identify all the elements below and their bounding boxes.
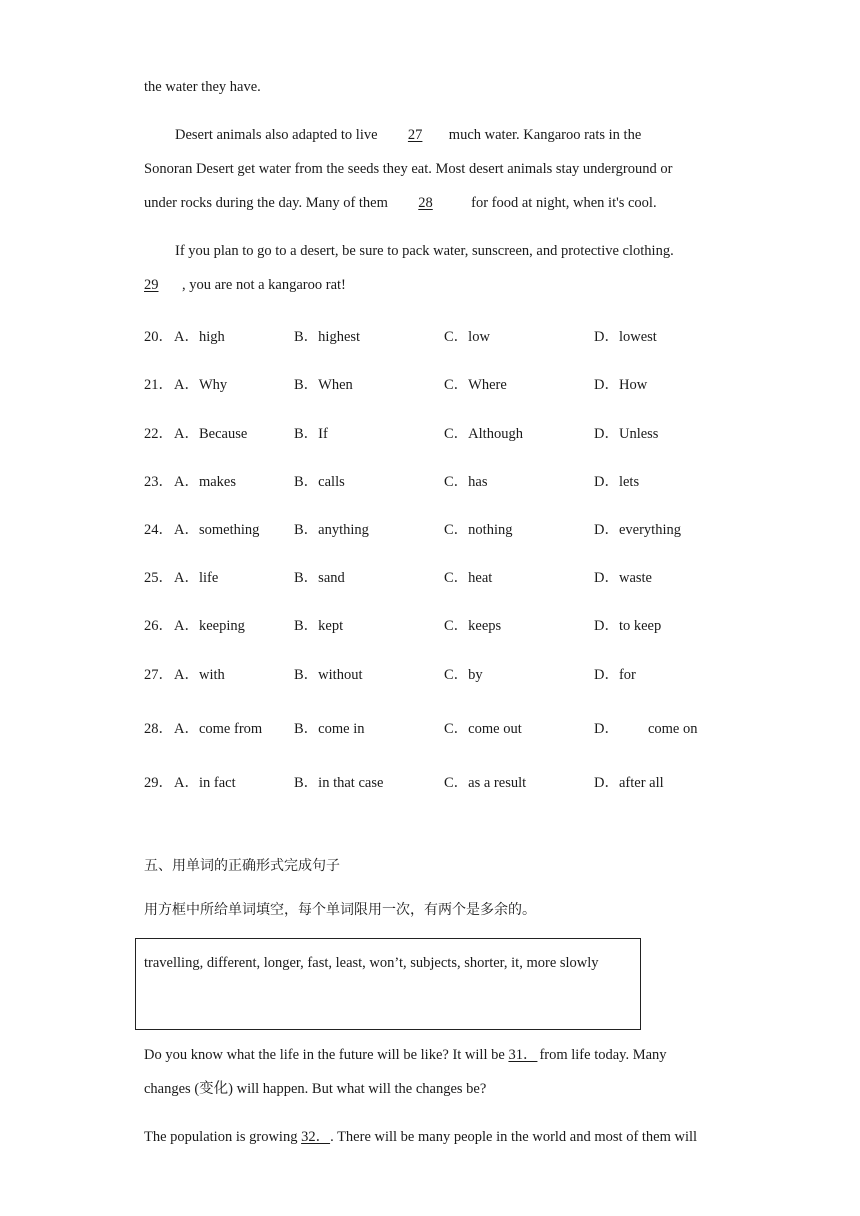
option-d: D．How — [594, 377, 648, 393]
option-a: A．in fact — [174, 775, 236, 791]
section-instruction: 用方框中所给单词填空，每个单词限用一次，有两个是多余的。 — [144, 902, 536, 918]
passage-text: much water. Kangaroo rats in the — [445, 127, 642, 143]
sentence-text: . There will be many people in the world and most of them will — [330, 1129, 698, 1145]
option-b: B．kept — [294, 618, 344, 634]
option-b: B．anything — [294, 522, 369, 538]
sentence-line — [144, 1125, 697, 1146]
question-number: 26． — [144, 618, 173, 634]
question-number: 25． — [144, 570, 173, 586]
option-b: B．highest — [294, 329, 361, 345]
passage-text: under rocks during the day. Many of them — [144, 195, 392, 211]
option-d: D．Unless — [594, 426, 659, 442]
passage-line — [144, 195, 657, 212]
option-b: B．If — [294, 426, 328, 442]
question-number: 24． — [144, 522, 173, 538]
option-c: C．come out — [444, 721, 522, 737]
option-a: A．life — [174, 570, 219, 586]
option-d: D．after all — [594, 775, 664, 791]
blank-31: 31． — [508, 1047, 538, 1063]
passage-line: the water they have. — [144, 79, 261, 95]
option-b: B．come in — [294, 721, 365, 737]
option-c: C．Although — [444, 426, 523, 442]
option-c: C．as a result — [444, 775, 527, 791]
passage-text: , you are not a kangaroo rat! — [182, 277, 346, 293]
option-d: D．for — [594, 667, 636, 683]
passage-text: If you plan to go to a desert, be sure to pack water, sunscreen, and protective clothing. — [175, 243, 678, 259]
blank-28: 28 — [418, 195, 433, 211]
section-title: 五、用单词的正确形式完成句子 — [144, 858, 340, 874]
sentence-text: Do you know what the life in the future will be like? It will be — [144, 1047, 509, 1063]
blank-29: 29 — [144, 277, 159, 293]
question-number: 28． — [144, 721, 173, 737]
passage-line — [144, 277, 346, 294]
option-b: B．When — [294, 377, 353, 393]
question-number: 20． — [144, 329, 173, 345]
option-a: A．high — [174, 329, 225, 345]
option-b: B．calls — [294, 474, 345, 490]
passage-line — [175, 127, 641, 144]
question-number: 21． — [144, 377, 173, 393]
option-a: A．makes — [174, 474, 237, 490]
blank-27: 27 — [407, 127, 423, 143]
question-number: 29． — [144, 775, 173, 791]
option-c: C．has — [444, 474, 488, 490]
option-c: C．low — [444, 329, 490, 345]
option-d: D．lets — [594, 474, 640, 490]
option-b: B．without — [294, 667, 363, 683]
word-box — [135, 938, 641, 1030]
passage-line: Sonoran Desert get water from the seeds they eat. Most desert animals stay underground or — [144, 161, 673, 177]
blank-32: 32． — [301, 1129, 331, 1145]
passage-text: for food at night, when it's cool. — [467, 195, 657, 211]
sentence-text: The population is growing — [144, 1129, 302, 1145]
sentence-text: from life today. Many — [539, 1047, 667, 1063]
option-d: D．waste — [594, 570, 652, 586]
option-a: A．keeping — [174, 618, 245, 634]
option-b: B．sand — [294, 570, 345, 586]
sentence-line: changes (变化) will happen. But what will the changes be? — [144, 1081, 487, 1097]
sentence-line — [144, 1043, 667, 1064]
option-b: B．in that case — [294, 775, 384, 791]
option-c: C．keeps — [444, 618, 502, 634]
passage-line — [175, 243, 687, 260]
question-number: 22． — [144, 426, 173, 442]
option-c: C．Where — [444, 377, 507, 393]
word-box-text: travelling, different, longer, fast, least, won’t, subjects, shorter, it, more slowly — [144, 955, 599, 971]
option-a: A．Why — [174, 377, 228, 393]
option-c: C．heat — [444, 570, 493, 586]
option-c: C．by — [444, 667, 483, 683]
option-d: D．everything — [594, 522, 681, 538]
option-d: D．to keep — [594, 618, 662, 634]
passage-text: Desert animals also adapted to live — [175, 127, 382, 143]
option-d: D．lowest — [594, 329, 657, 345]
option-a: A．come from — [174, 721, 263, 737]
option-a: A．Because — [174, 426, 248, 442]
option-c: C．nothing — [444, 522, 513, 538]
option-a: A．with — [174, 667, 225, 683]
option-a: A．something — [174, 522, 260, 538]
question-number: 27． — [144, 667, 173, 683]
question-number: 23． — [144, 474, 173, 490]
option-d: D． come on — [594, 721, 698, 737]
